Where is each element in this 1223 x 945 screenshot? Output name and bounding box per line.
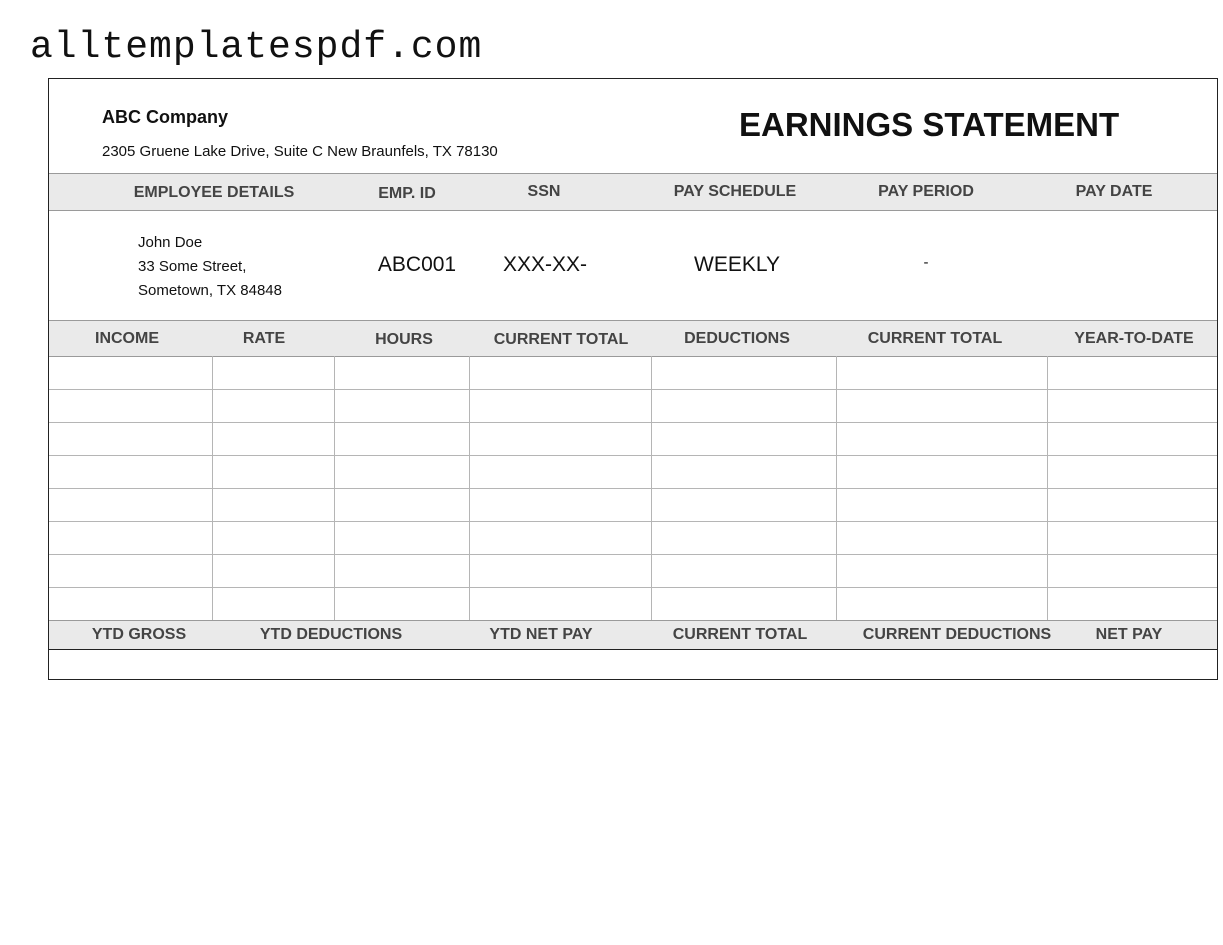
- header-deductions-current-total: CURRENT TOTAL: [867, 330, 1003, 347]
- pay-schedule-value: WEEKLY: [694, 253, 780, 276]
- summary-header-band: [49, 620, 1217, 650]
- header-employee-details: EMPLOYEE DETAILS: [133, 184, 295, 201]
- summary-divider: [49, 649, 1217, 650]
- ssn-value: XXX-XX-: [502, 253, 588, 276]
- header-net-pay: NET PAY: [1095, 626, 1163, 643]
- company-address: 2305 Gruene Lake Drive, Suite C New Braunfels, TX 78130: [102, 143, 498, 160]
- header-pay-period: PAY PERIOD: [878, 183, 974, 200]
- pay-period-value: -: [923, 254, 929, 271]
- header-ytd-gross: YTD GROSS: [91, 626, 187, 643]
- header-ytd-deductions: YTD DEDUCTIONS: [259, 626, 403, 643]
- employee-address-block: [138, 231, 282, 303]
- employee-city: Sometown, TX 84848: [138, 282, 282, 299]
- header-hours: HOURS: [375, 331, 433, 348]
- company-name: ABC Company: [102, 107, 229, 127]
- header-summary-current-total: CURRENT TOTAL: [672, 626, 808, 643]
- income-grid: [49, 356, 1217, 620]
- header-emp-id: EMP. ID: [378, 185, 436, 202]
- watermark: alltemplatespdf.com: [30, 26, 483, 69]
- header-deductions: DEDUCTIONS: [684, 330, 790, 347]
- header-current-deductions: CURRENT DEDUCTIONS: [862, 626, 1052, 643]
- header-rate: RATE: [242, 330, 286, 347]
- header-ytd-net-pay: YTD NET PAY: [489, 626, 593, 643]
- employee-street: 33 Some Street,: [138, 258, 247, 275]
- income-header-band: [49, 320, 1217, 357]
- header-ssn: SSN: [527, 183, 561, 200]
- header-pay-schedule: PAY SCHEDULE: [673, 183, 797, 200]
- header-current-total: CURRENT TOTAL: [493, 331, 629, 348]
- header-year-to-date: YEAR-TO-DATE: [1074, 330, 1194, 347]
- emp-id-value: ABC001: [377, 253, 457, 276]
- earnings-statement-form: [48, 78, 1218, 680]
- header-pay-date: PAY DATE: [1075, 183, 1153, 200]
- header-income: INCOME: [95, 330, 159, 347]
- statement-title: EARNINGS STATEMENT: [739, 106, 1120, 143]
- employee-header-band: [49, 173, 1217, 211]
- employee-name: John Doe: [138, 234, 203, 251]
